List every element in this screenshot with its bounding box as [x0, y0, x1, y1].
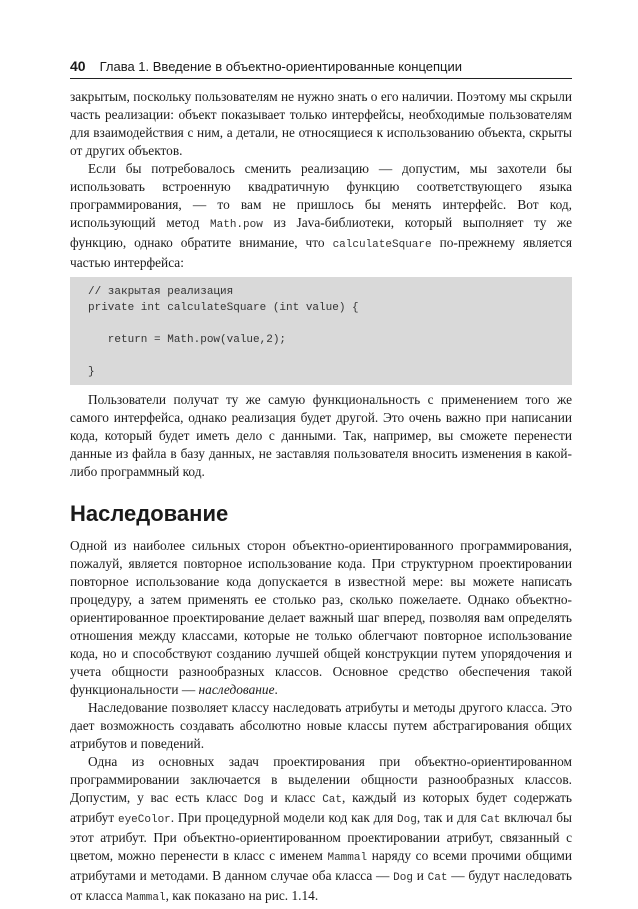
- inline-code: eyeColor: [117, 814, 171, 826]
- code-line: return = Math.pow(value,2);: [88, 334, 287, 346]
- code-line: // закрытая реализация: [88, 286, 234, 298]
- paragraph: Одна из основных задач проектирования при объектно-ориентированном программировании заключается в выделении общности разнообразных классов. Допустим, у вас есть класс Dog и класс Cat, каждый из которых будет содержать атрибут eyeColor. При процедурной модели код как для Dog, так и для Cat включал бы этот атрибут. При объектно-ориентированном проектировании атрибут, связанный с цветом, можно перенести в класс с именем Mammal наряду со всеми прочими общими атрибутами и методами. В данном случае оба класса — Dog и Cat — будут наследовать от класса Mammal, как показано на рис. 1.14.: [70, 754, 573, 904]
- inline-code: Mammal: [126, 892, 166, 904]
- book-page: [70, 58, 572, 907]
- section-heading: Наследование: [70, 501, 229, 526]
- code-line: private int calculateSquare (int value) {: [88, 302, 359, 314]
- inline-code: Cat: [480, 814, 501, 826]
- paragraph: Одной из наиболее сильных сторон объектно-ориентированного программирования, пожалуй, является повторное использование кода. При структурном проектировании повторное использование кода допускается в известной мере: вы можете написать процедуру, а затем применять ее столько раз, сколько пожелаете. Однако объектно-ориентированное проектирование делает важный шаг вперед, позволяя вам определять отношения между классами, которые не только облегчают повторное использование кода, но и способствуют созданию лучшей общей конструкции путем упорядочения и учета общности разнообразных классов. Основное средство обеспечения такой функциональности — наследование.: [70, 538, 572, 697]
- inline-code: Dog: [397, 814, 417, 826]
- code-line: }: [88, 366, 95, 378]
- inline-code: Cat: [427, 872, 448, 884]
- running-header: [70, 58, 572, 79]
- inline-code: calculateSquare: [332, 239, 432, 251]
- inline-code: Dog: [393, 872, 413, 884]
- chapter-title: Глава 1. Введение в объектно-ориентированные концепции: [99, 59, 462, 74]
- paragraph: закрытым, поскольку пользователям не нужно знать о его наличии. Поэтому мы скрыли часть реализации: объект показывает только интерфейсы, необходимые пользователям для взаимодействия с ним, а детали, не относящиеся к использованию объекта, скрыты от других объектов.: [70, 89, 572, 158]
- inline-code: Math.pow: [210, 219, 263, 231]
- inline-code: Mammal: [327, 852, 368, 864]
- inline-code: Cat: [322, 794, 343, 806]
- page-number: 40: [70, 58, 86, 74]
- inline-code: Dog: [243, 794, 264, 806]
- paragraph: Если бы потребовалось сменить реализацию — допустим, мы захотели бы использовать встроенную квадратичную функцию соответствующего языка программирования, — то вам не пришлось бы менять интерфейс. Вот код, использующий метод Math.pow из Java-библиотеки, который выполняет ту же функцию, однако обратите внимание, что calculateSquare по-прежнему является частью интерфейса:: [70, 161, 572, 270]
- paragraph: Наследование позволяет классу наследовать атрибуты и методы другого класса. Это дает возможность создавать абсолютно новые классы путем абстрагирования общих атрибутов и поведений.: [70, 700, 572, 751]
- emphasis-term: наследование: [198, 682, 275, 697]
- code-line: [88, 348, 554, 364]
- code-line: [88, 316, 554, 332]
- code-listing: [70, 277, 572, 385]
- paragraph: Пользователи получат ту же самую функциональность с применением того же самого интерфейса, однако реализация будет другой. Это очень важно при написании кода, который будет иметь дело с данными. Так, например, вы сможете перенести данные из файла в базу данных, не заставляя пользователя вносить изменения в какой-либо программный код.: [70, 392, 572, 479]
